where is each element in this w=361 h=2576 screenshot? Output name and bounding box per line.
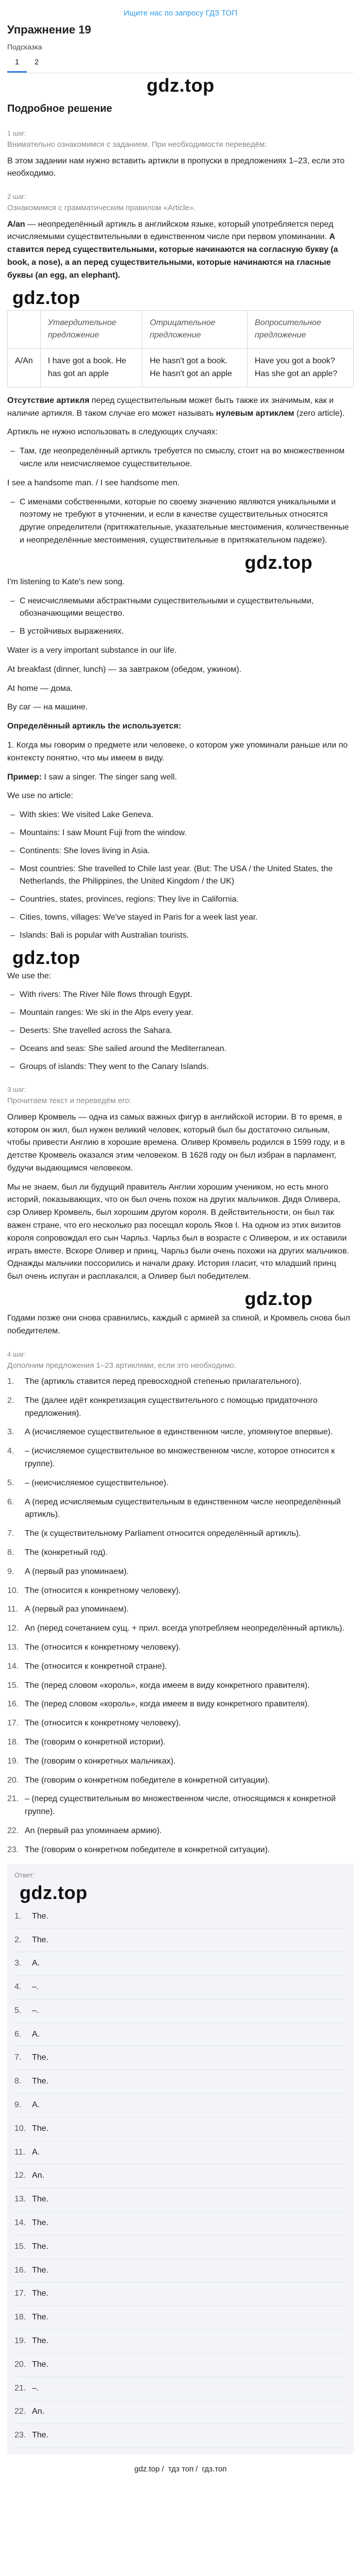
answer-list xyxy=(14,1905,347,2448)
list-item: 13. The (относится к конкретному человеку). xyxy=(7,1643,181,1652)
example-label: Пример: xyxy=(7,772,42,782)
page-title: Упражнение 19 xyxy=(7,23,91,37)
table-header: Вопросительное предложение xyxy=(247,310,353,349)
list-item: – С неисчисляемыми абстрактными существительными и существительными, обозначающими вещество. xyxy=(7,595,354,621)
list-item: 21. – (перед существительным во множественном числе, относящимся к конкретной группе). xyxy=(7,1794,336,1817)
table-row xyxy=(8,310,354,349)
answer-item: 19. The. xyxy=(14,2330,347,2353)
section-title: Подробное решение xyxy=(7,103,112,115)
answer-item: 21. –. xyxy=(14,2377,347,2401)
list-item: – Cities, towns, villages: We've stayed in Paris for a week last year. xyxy=(7,911,354,924)
list-item: 5. – (неисчисляемое существительное). xyxy=(7,1478,169,1487)
example-line: By car — на машине. xyxy=(7,703,88,712)
definite-head-text: Определённый артикль the используется: xyxy=(7,722,182,731)
example-line: At breakfast (dinner, lunch) — за завтраком (обедом, ужином). xyxy=(7,665,242,674)
list-item: 23. The (говорим о конкретном победителе в конкретной ситуации). xyxy=(7,1845,270,1854)
list-item: – Continents: She loves living in Asia. xyxy=(7,845,354,858)
step-1-desc: Внимательно ознакомимся с заданием. При необходимости переведём: xyxy=(7,140,267,149)
answer-item: 1. The. xyxy=(14,1905,347,1929)
pager-label: Подсказка xyxy=(7,43,42,52)
list-item: 7. The (к существительному Parliament относится определённый артикль). xyxy=(7,1529,301,1538)
table-cell: He hasn't got a book. He hasn't got an apple xyxy=(142,349,248,387)
answer-item: 11. A. xyxy=(14,2141,347,2165)
step-2-label: 2 шаг: xyxy=(7,193,26,201)
answer-item: 20. The. xyxy=(14,2353,347,2377)
no-article-intro: Артикль не нужно использовать в следующих случаях: xyxy=(7,428,218,437)
watermark: gdz.top xyxy=(244,551,313,573)
definite-text: 1. Когда мы говорим о предмете или человеке, о котором уже упоминали раньше или по контексту понятно, что мы имеем в виду. xyxy=(7,740,348,762)
answer-item: 14. The. xyxy=(14,2212,347,2235)
article-intro-rest: — неопределённый артикль в английском языке, который употребляется перед исчисляемыми существительными в единственном числе при первом упоминании. xyxy=(7,219,334,242)
list-item: 3. A (исчисляемое существительное в единственном числе, упомянутое впервые). xyxy=(7,1428,333,1437)
list-item: – Countries, states, provinces, regions: They live in California. xyxy=(7,893,354,906)
footer-item: тдз топ xyxy=(168,2465,194,2474)
watermark: gdz.top xyxy=(146,75,215,96)
example xyxy=(7,771,354,784)
list-item: 22. An (первый раз упоминаем армию). xyxy=(7,1826,162,1835)
footer-item: гдз.топ xyxy=(202,2465,227,2474)
list-item: 8. The (конкретный год). xyxy=(7,1548,108,1557)
list-item: 14. The (относится к конкретной стране). xyxy=(7,1662,167,1671)
answer-item: 18. The. xyxy=(14,2306,347,2330)
answer-item: 8. The. xyxy=(14,2070,347,2094)
list-item: 20. The (говорим о конкретном победителе в конкретной ситуации). xyxy=(7,1775,270,1785)
article-a-an: A/an xyxy=(7,219,25,229)
pager xyxy=(7,54,354,73)
answer-block xyxy=(7,1864,354,2454)
table-cell: Have you got a book? Has she got an apple? xyxy=(247,349,353,387)
list-item: – Там, где неопределённый артикль требуется по смыслу, стоит на во множественном числе или неисчисляемое существительное. xyxy=(7,445,354,471)
zero-article-term: нулевым артиклем xyxy=(216,409,294,418)
answer-item: 3. A. xyxy=(14,1952,347,1976)
example-line: At home — дома. xyxy=(7,684,73,693)
translation-paragraph: Годами позже они снова сравнились, каждый с армией за спиной, и Кромвель снова был победителем. xyxy=(7,1314,350,1335)
table-row xyxy=(8,349,354,387)
list-item: 11. A (первый раз упоминаем). xyxy=(7,1605,129,1614)
step-4-desc: Дополним предложения 1–23 артиклями, если это необходимо. xyxy=(7,1361,237,1370)
answer-item: 10. The. xyxy=(14,2117,347,2141)
no-article-examples xyxy=(7,809,354,942)
list-item: 12. An (перед сочетанием сущ. + прил. всегда употребляем неопределённый артикль). xyxy=(7,1624,344,1633)
step-1-text: В этом задании нам нужно вставить артикли в пропуски в предложениях 1–23, если это необходимо. xyxy=(7,156,344,178)
list-item: 2. The (далее идёт конкретизация существительного с помощью придаточного предложения). xyxy=(7,1396,318,1418)
pager-tab-1[interactable]: 1 xyxy=(7,54,27,73)
translation-paragraph: Мы не знаем, был ли будущий правитель Англии хорошим учеником, но есть много историй, показывающих, что он был очень похож на других мальчиков. Дядя Оливера, сэр Оливер Кромвель, был хорошим другом короля. В действительности, он был так важен стране, что его несколько раз посещал король Яков I. На одном из этих визитов короля сопровождал его сын Чарльз. Чарльз был в возрасте с Оливером, и их оставили играть вместе. Вскоре Оливер и принц, Чарльз были очень похожи на других мальчиков. Однажды мальчики поссорились и начали драку. История гласит, что младший принц был очень испуган и расплакался, а Оливер был победителем. xyxy=(7,1182,349,1281)
answer-item: 12. An. xyxy=(14,2164,347,2188)
absence-rest: перед существительным может быть также их значимым, как и наличие артикля. В таком случае его может называть xyxy=(7,396,334,418)
list-item: 19. The (говорим о конкретных мальчиках). xyxy=(7,1756,176,1766)
answer-item: 4. –. xyxy=(14,1976,347,1999)
list-item: – С именами собственными, которые по своему значению являются уникальными и поэтому не требуют в уточнении, и если в качестве существительных относятся другие определители (притяжательные, указательные местоимения, количественные и неопределённые местоимения, существительные в притяжательном падеже). xyxy=(7,496,354,547)
step-1-label: 1 шаг: xyxy=(7,129,26,138)
list-item: 16. The (перед словом «король», когда имеем в виду конкретного правителя). xyxy=(7,1700,310,1709)
article-intro-rule-1: A ставится перед существительными, которые начинаются на согласную букву (a book, a nose), а xyxy=(7,232,338,267)
step-4-label: 4 шаг: xyxy=(7,1350,26,1358)
answer-item: 6. A. xyxy=(14,2023,347,2047)
absence-text xyxy=(7,395,354,420)
table-header: Отрицательное предложение xyxy=(142,310,248,349)
example-line: I'm listening to Kate's new song. xyxy=(7,577,125,586)
step-3-desc: Прочитаем текст и переведём его: xyxy=(7,1096,132,1106)
list-item: – Mountain ranges: We ski in the Alps every year. xyxy=(7,1007,354,1020)
answer-item: 9. A. xyxy=(14,2094,347,2117)
pager-tab-2[interactable]: 2 xyxy=(34,58,39,67)
table-cell: I have got a book. He has got an apple xyxy=(40,349,142,387)
list-item: – В устойчивых выражениях. xyxy=(7,625,354,638)
definite-head xyxy=(7,720,354,733)
names-list xyxy=(7,496,354,547)
we-use-no-article: We use no article: xyxy=(7,791,73,801)
list-item: 6. A (перед исчисляемым существительным в единственном числе неопределённый артикль). xyxy=(7,1497,341,1519)
article-intro-rule-2: перед существительными, которые начинаются на гласные буквы (an egg, an elephant). xyxy=(7,258,331,280)
the-examples xyxy=(7,989,354,1073)
list-item: – With skies: We visited Lake Geneva. xyxy=(7,809,354,822)
uncountable-list xyxy=(7,595,354,638)
list-item: – Deserts: She travelled across the Sahara. xyxy=(7,1025,354,1038)
example-line: Water is a very important substance in our life. xyxy=(7,646,177,655)
answer-item: 5. –. xyxy=(14,1999,347,2023)
answer-item: 2. The. xyxy=(14,1929,347,1953)
answer-item: 7. The. xyxy=(14,2046,347,2070)
list-item: 9. A (первый раз упоминаем). xyxy=(7,1567,129,1576)
list-item: 4. – (исчисляемое существительное во множественном числе, которое относится к группе). xyxy=(7,1447,335,1469)
list-item: – Most countries: She travelled to Chile last year. (But: The USA / the United States, the Netherlands, the Philippines, the United Kingdom / the UK) xyxy=(7,863,354,889)
absence-end: (zero article). xyxy=(294,409,345,418)
translation-paragraph: Оливер Кромвель — одна из самых важных фигур в английской истории. В то время, в котором он жил, был нужен великий человек, который был бы достаточно сильным, чтобы привести Англию в хорошие времена. Оливер Кромвель родился в 1599 году, и в детстве Кромвель оказался этим человеком. В 1628 году он был избран в парламент, будучи выдающимся человеком. xyxy=(7,1112,345,1173)
watermark: gdz.top xyxy=(244,1288,313,1310)
step-3-label: 3 шаг: xyxy=(7,1086,26,1094)
table-cell: A/An xyxy=(8,349,41,387)
answer-item: 15. The. xyxy=(14,2235,347,2259)
list-item: – Oceans and seas: She sailed around the Mediterranean. xyxy=(7,1043,354,1056)
list-item: 15. The (перед словом «король», когда имеем в виду конкретного правителя). xyxy=(7,1681,310,1690)
list-item: 17. The (относится к конкретному человеку). xyxy=(7,1719,181,1728)
watermark: gdz.top xyxy=(20,1882,88,1903)
answer-item: 22. An. xyxy=(14,2400,347,2424)
footer-watermark: gdz.top / тдз топ / гдз.топ xyxy=(134,2465,227,2474)
search-banner[interactable]: Ищите нас по запросу ГДЗ ТОП xyxy=(123,9,238,18)
step-4-list xyxy=(7,1376,354,1857)
absence-term: Отсутствие артикля xyxy=(7,396,90,405)
list-item: – Groups of islands: They went to the Canary Islands. xyxy=(7,1061,354,1074)
watermark: gdz.top xyxy=(12,946,80,968)
watermark: gdz.top xyxy=(12,286,80,308)
footer-item: gdz.top xyxy=(134,2465,160,2474)
list-item: 1. The (артикль ставится перед превосходной степенью прилагательного). xyxy=(7,1377,302,1386)
table-cell xyxy=(8,310,41,349)
article-table xyxy=(7,310,354,387)
answer-item: 13. The. xyxy=(14,2188,347,2212)
table-header: Утвердительное предложение xyxy=(40,310,142,349)
answer-item: 16. The. xyxy=(14,2259,347,2283)
answer-item: 17. The. xyxy=(14,2282,347,2306)
answer-item: 23. The. xyxy=(14,2424,347,2448)
article-an: an xyxy=(72,258,82,267)
example-line: I see a handsome man. / I see handsome men. xyxy=(7,478,180,487)
list-item: – Islands: Bali is popular with Australian tourists. xyxy=(7,929,354,942)
step-2-desc: Ознакомимся с грамматическим правилом «Article». xyxy=(7,204,196,213)
example-text: I saw a singer. The singer sang well. xyxy=(41,772,177,782)
list-item: 18. The (говорим о конкретной истории). xyxy=(7,1737,166,1747)
we-use-the: We use the: xyxy=(7,971,52,980)
list-item: – With rivers: The River Nile flows through Egypt. xyxy=(7,989,354,1002)
article-intro xyxy=(7,218,354,282)
list-item: 10. The (относится к конкретному человеку). xyxy=(7,1586,181,1595)
no-article-list xyxy=(7,445,354,471)
answer-label: Ответ: xyxy=(14,1871,35,1879)
list-item: – Mountains: I saw Mount Fuji from the window. xyxy=(7,827,354,840)
